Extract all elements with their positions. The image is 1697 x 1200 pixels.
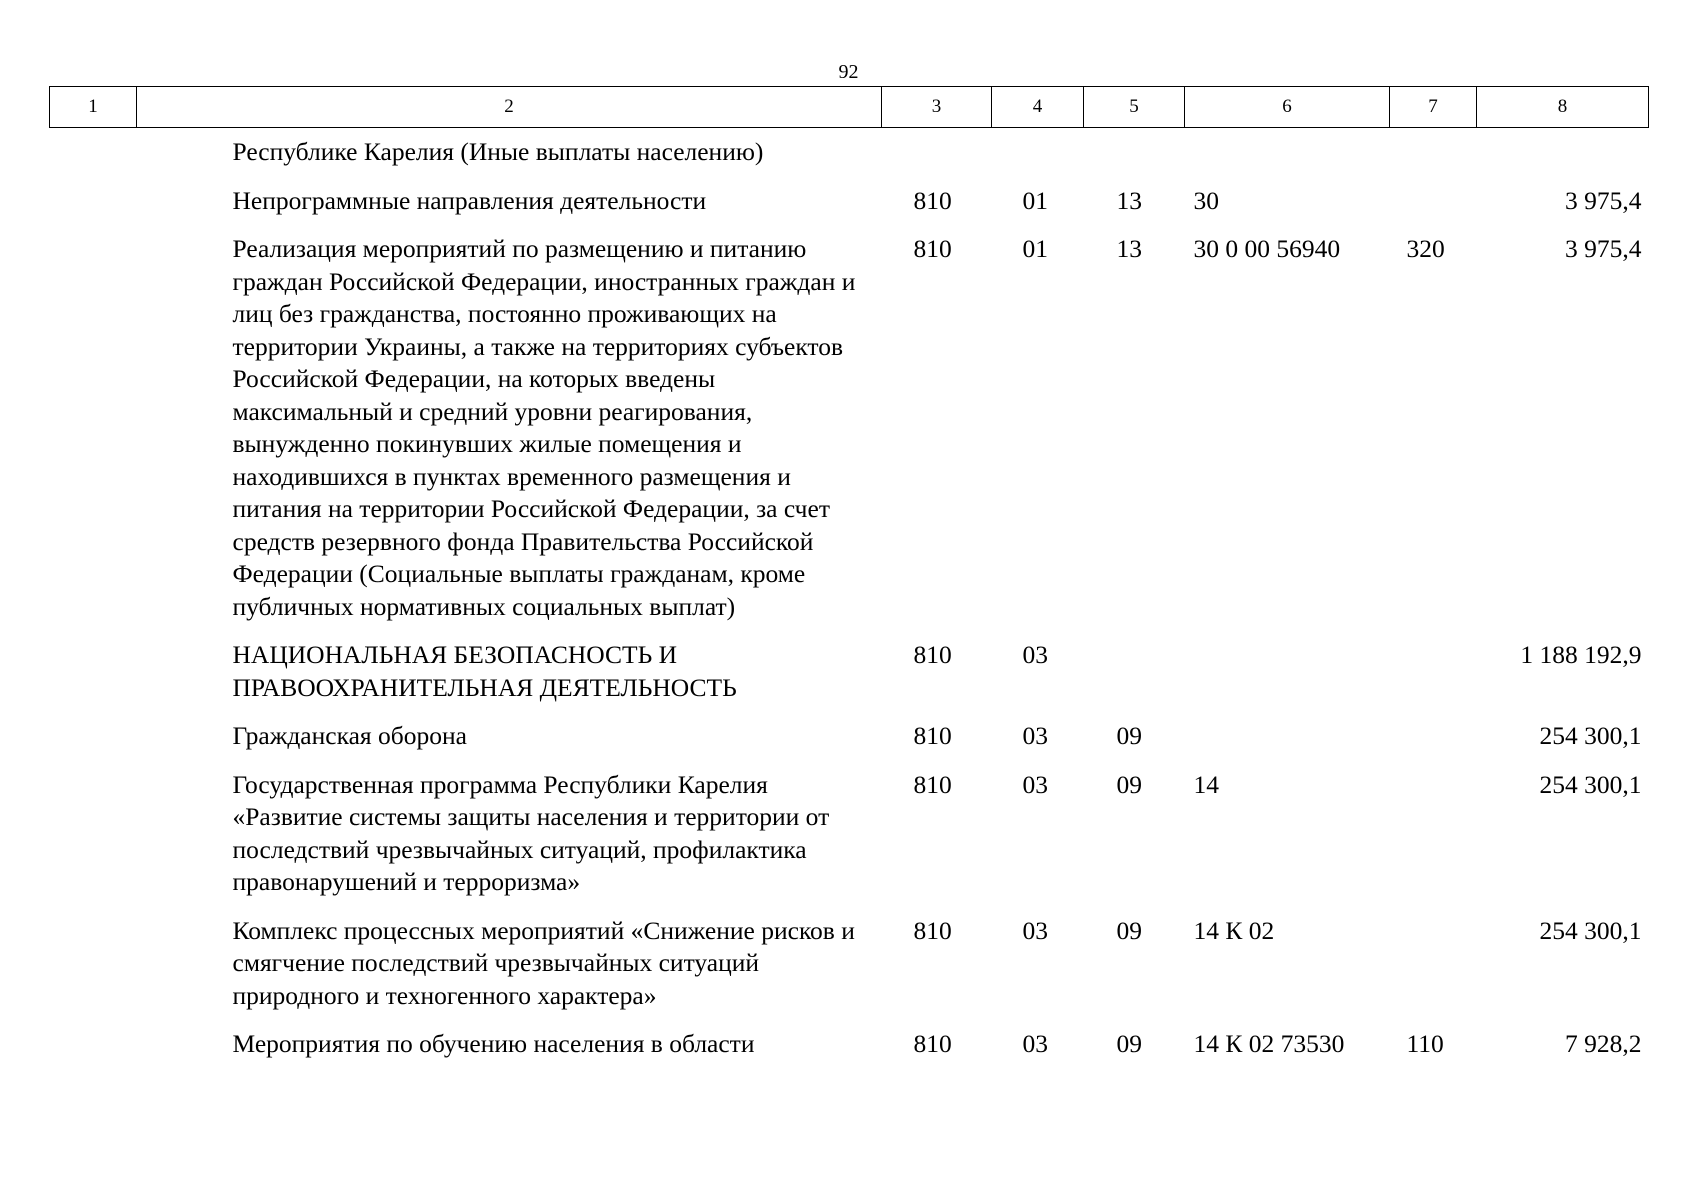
cell-pr: [1084, 631, 1185, 712]
cell-ved: 810: [913, 915, 952, 945]
cell-vr: [1390, 907, 1477, 1021]
cell-rz: [992, 128, 1084, 177]
table-row: [50, 761, 1649, 907]
cell-col-1: [50, 631, 137, 712]
table-header: [50, 87, 1649, 128]
page-number: 92: [838, 61, 859, 83]
cell-col-1: [50, 761, 137, 907]
header-col-2: 2: [137, 87, 882, 128]
cell-sum: 254 300,1: [1539, 769, 1642, 799]
cell-sum: 3 975,4: [1565, 185, 1642, 215]
cell-sum: 3 975,4: [1565, 234, 1642, 263]
cell-col-1: [50, 1020, 137, 1069]
table-row: [50, 1020, 1649, 1069]
cell-vr: [1390, 177, 1477, 226]
cell-name: Государственная программа Республики Карелия «Развитие системы защиты населения и территории от последствий чрезвычайных ситуаций, профилактика правонарушений и терроризма»: [232, 769, 830, 896]
cell-csr: [1185, 712, 1390, 761]
header-col-5: 5: [1084, 87, 1185, 128]
cell-ved: 810: [913, 185, 952, 215]
cell-vr: [1390, 128, 1477, 177]
cell-ved: 810: [913, 721, 952, 750]
cell-rz: 03: [1022, 915, 1048, 945]
table-row: [50, 712, 1649, 761]
header-col-8: 8: [1477, 87, 1649, 128]
cell-csr: 30: [1193, 185, 1219, 215]
cell-vr: [1390, 761, 1477, 907]
header-col-7: 7: [1390, 87, 1477, 128]
cell-name: Мероприятия по обучению населения в области: [232, 1029, 755, 1058]
cell-sum: 1 188 192,9: [1520, 640, 1642, 669]
cell-ved: 810: [913, 1029, 952, 1058]
cell-sum: 7 928,2: [1565, 1029, 1642, 1058]
table-row: [50, 177, 1649, 226]
cell-ved: 810: [913, 640, 952, 669]
cell-rz: 03: [1022, 1029, 1048, 1058]
cell-pr: 09: [1116, 769, 1142, 799]
cell-csr: 14: [1193, 769, 1219, 799]
cell-sum: 254 300,1: [1539, 721, 1642, 750]
cell-csr: [1185, 631, 1390, 712]
cell-name: Гражданская оборона: [232, 721, 467, 750]
cell-pr: 09: [1116, 1029, 1142, 1058]
cell-vr: [1390, 631, 1477, 712]
header-row: [50, 87, 1649, 128]
table-row: [50, 907, 1649, 1021]
cell-csr: 14 К 02: [1193, 915, 1275, 945]
header-col-6: 6: [1185, 87, 1390, 128]
cell-pr: 13: [1116, 234, 1142, 263]
cell-name: НАЦИОНАЛЬНАЯ БЕЗОПАСНОСТЬ И ПРАВООХРАНИТЕЛЬНАЯ ДЕЯТЕЛЬНОСТЬ: [232, 640, 737, 702]
cell-rz: 01: [1022, 185, 1048, 215]
cell-csr: [1185, 128, 1390, 177]
cell-pr: 13: [1116, 185, 1142, 215]
cell-vr: 110: [1406, 1029, 1444, 1058]
budget-table: [49, 86, 1649, 1069]
cell-csr: 30 0 00 56940: [1193, 234, 1341, 263]
cell-col-1: [50, 907, 137, 1021]
cell-name: Реализация мероприятий по размещению и питанию граждан Российской Федерации, иностранных граждан и лиц без гражданства, постоянно проживающих на территории Украины, а также на территориях субъектов Российской Федерации, на которых введены максимальный и средний уровни реагирования, вынужденно покинувших жилые помещения и находившихся в пунктах временного размещения и питания на территории Российской Федерации, за счет средств резервного фонда Правительства Российской Федерации (Социальные выплаты гражданам, кроме публичных нормативных социальных выплат): [232, 234, 856, 621]
header-col-4: 4: [992, 87, 1084, 128]
cell-vr: [1390, 712, 1477, 761]
cell-sum: [1477, 128, 1649, 177]
header-col-1: 1: [50, 87, 137, 128]
cell-name: Республике Карелия (Иные выплаты населению): [232, 137, 764, 166]
cell-vr: 320: [1406, 234, 1445, 263]
cell-pr: 09: [1116, 721, 1142, 750]
cell-ved: 810: [913, 234, 952, 263]
cell-pr: [1084, 128, 1185, 177]
cell-col-1: [50, 712, 137, 761]
cell-rz: 01: [1022, 234, 1048, 263]
cell-csr: 14 К 02 73530: [1193, 1029, 1345, 1058]
cell-col-1: [50, 177, 137, 226]
header-col-3: 3: [882, 87, 992, 128]
cell-rz: 03: [1022, 769, 1048, 799]
cell-pr: 09: [1116, 915, 1142, 945]
cell-ved: [882, 128, 992, 177]
cell-rz: 03: [1022, 721, 1048, 750]
cell-name: Непрограммные направления деятельности: [232, 185, 707, 215]
table-row: [50, 631, 1649, 712]
table-row: [50, 225, 1649, 631]
cell-ved: 810: [913, 769, 952, 799]
cell-col-1: [50, 128, 137, 177]
cell-name: Комплекс процессных мероприятий «Снижение рисков и смягчение последствий чрезвычайных ситуаций природного и техногенного характера»: [232, 915, 855, 1010]
table-body: [50, 128, 1649, 1069]
cell-col-1: [50, 225, 137, 631]
cell-rz: 03: [1022, 640, 1048, 669]
table-row: [50, 128, 1649, 177]
cell-sum: 254 300,1: [1539, 915, 1642, 945]
